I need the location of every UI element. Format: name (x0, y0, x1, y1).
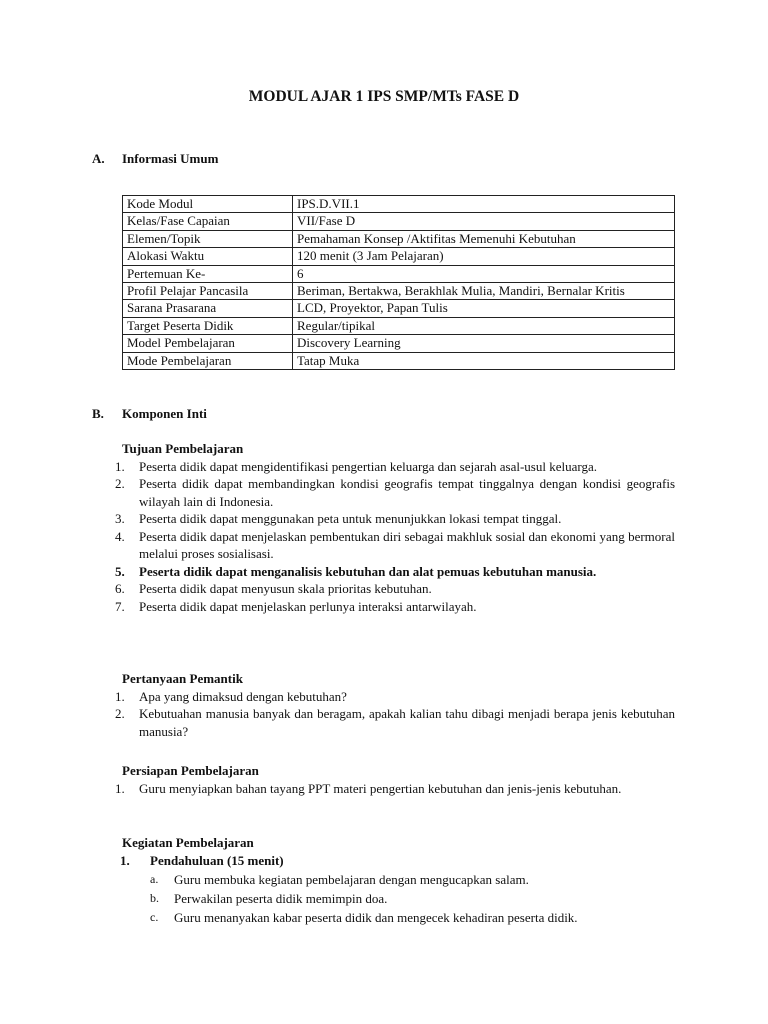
list-number: 5. (115, 563, 125, 579)
table-row (123, 265, 675, 282)
list-number: c. (150, 910, 159, 924)
table-row (123, 335, 675, 352)
table-key-cell: Alokasi Waktu (123, 248, 293, 265)
list-text: Peserta didik dapat mengidentifikasi pengertian keluarga dan sejarah asal-usul keluarga. (139, 458, 597, 474)
table-value-cell: Discovery Learning (293, 335, 675, 352)
pendahuluan-heading (120, 852, 284, 870)
tujuan-item (112, 563, 675, 581)
list-number: 1. (115, 780, 125, 796)
table-key-cell: Target Peserta Didik (123, 317, 293, 334)
tujuan-heading: Tujuan Pembelajaran (122, 441, 244, 456)
pemantik-item (112, 705, 675, 740)
section-a-heading (92, 150, 218, 168)
table-value-cell: Tatap Muka (293, 352, 675, 369)
table-row (123, 300, 675, 317)
kegiatan-item (150, 890, 675, 908)
tujuan-section (112, 440, 675, 615)
table-value-cell: Beriman, Bertakwa, Berakhlak Mulia, Mandiri, Bernalar Kritis (293, 283, 675, 300)
list-text: Perwakilan peserta didik memimpin doa. (174, 891, 388, 906)
page-title: MODUL AJAR 1 IPS SMP/MTs FASE D (248, 88, 520, 105)
section-b-label: Komponen Inti (122, 406, 207, 421)
persiapan-section (112, 762, 675, 797)
table-value-cell: 6 (293, 265, 675, 282)
list-text: Peserta didik dapat menggunakan peta untuk menunjukkan lokasi tempat tinggal. (139, 511, 562, 526)
tujuan-list (112, 458, 675, 616)
kegiatan-item (150, 871, 675, 889)
list-number: 2. (115, 706, 125, 721)
section-a-number: A. (92, 151, 105, 166)
list-text: Guru menanyakan kabar peserta didik dan mengecek kehadiran peserta didik. (174, 910, 578, 925)
list-number: a. (150, 872, 159, 886)
table-key-cell: Profil Pelajar Pancasila (123, 283, 293, 300)
kegiatan-heading: Kegiatan Pembelajaran (122, 835, 254, 850)
section-a-label: Informasi Umum (122, 151, 219, 166)
persiapan-item (112, 780, 675, 798)
kegiatan-list (150, 871, 675, 928)
list-number: 1. (115, 688, 125, 704)
table-key-cell: Pertemuan Ke- (123, 265, 293, 282)
table-row (123, 352, 675, 369)
tujuan-item (112, 580, 675, 598)
persiapan-heading: Persiapan Pembelajaran (122, 763, 259, 778)
kegiatan-section (112, 834, 675, 852)
persiapan-list (112, 780, 675, 798)
table-key-cell: Sarana Prasarana (123, 300, 293, 317)
pemantik-item (112, 688, 675, 706)
pemantik-section (112, 670, 675, 740)
table-key-cell: Kode Modul (123, 196, 293, 213)
table-value-cell: Regular/tipikal (293, 317, 675, 334)
tujuan-item (112, 528, 675, 563)
list-text: Peserta didik dapat membandingkan kondisi geografis tempat tinggalnya dengan kondisi geografis wilayah lain di Indonesia. (139, 476, 675, 509)
tujuan-item (112, 510, 675, 528)
pemantik-list (112, 688, 675, 741)
list-number: 4. (115, 528, 125, 544)
list-text: Guru membuka kegiatan pembelajaran dengan mengucapkan salam. (174, 872, 529, 887)
table-row (123, 248, 675, 265)
table-row (123, 196, 675, 213)
list-number: 7. (115, 598, 125, 614)
table-key-cell: Elemen/Topik (123, 230, 293, 247)
tujuan-item (112, 458, 675, 476)
table-row (123, 230, 675, 247)
tujuan-item (112, 598, 675, 616)
table-key-cell: Model Pembelajaran (123, 335, 293, 352)
list-text: Peserta didik dapat menjelaskan pembentukan diri sebagai makhluk sosial dan ekonomi yang bermoral melalui proses sosialisasi. (139, 528, 675, 561)
list-text: Guru menyiapkan bahan tayang PPT materi pengertian kebutuhan dan jenis-jenis kebutuhan. (139, 780, 622, 796)
tujuan-item (112, 475, 675, 510)
pendahuluan-label: Pendahuluan (15 menit) (150, 853, 284, 868)
table-row (123, 213, 675, 230)
section-b-heading (92, 405, 207, 423)
pemantik-heading: Pertanyaan Pemantik (122, 671, 243, 686)
table-value-cell: Pemahaman Konsep /Aktifitas Memenuhi Kebutuhan (293, 230, 675, 247)
section-b-number: B. (92, 406, 104, 421)
table-value-cell: LCD, Proyektor, Papan Tulis (293, 300, 675, 317)
list-text: Apa yang dimaksud dengan kebutuhan? (139, 688, 347, 704)
list-text: Peserta didik dapat menjelaskan perlunya interaksi antarwilayah. (139, 598, 477, 614)
table-value-cell: 120 menit (3 Jam Pelajaran) (293, 248, 675, 265)
list-number: b. (150, 891, 159, 905)
table-key-cell: Kelas/Fase Capaian (123, 213, 293, 230)
table-value-cell: VII/Fase D (293, 213, 675, 230)
table-value-cell: IPS.D.VII.1 (293, 196, 675, 213)
list-text: Peserta didik dapat menganalisis kebutuhan dan alat pemuas kebutuhan manusia. (139, 563, 597, 579)
kegiatan-item (150, 909, 675, 927)
table-row (123, 283, 675, 300)
info-table (122, 195, 675, 370)
table-key-cell: Mode Pembelajaran (123, 352, 293, 369)
table-row (123, 317, 675, 334)
list-number: 1. (115, 458, 125, 474)
list-number: 3. (115, 511, 125, 526)
pendahuluan-number: 1. (120, 853, 130, 868)
list-text: Kebutuahan manusia banyak dan beragam, apakah kalian tahu dibagi menjadi berapa jenis kebutuhan manusia? (139, 706, 675, 739)
list-text: Peserta didik dapat menyusun skala prioritas kebutuhan. (139, 581, 432, 596)
list-number: 2. (115, 476, 125, 491)
list-number: 6. (115, 581, 125, 596)
